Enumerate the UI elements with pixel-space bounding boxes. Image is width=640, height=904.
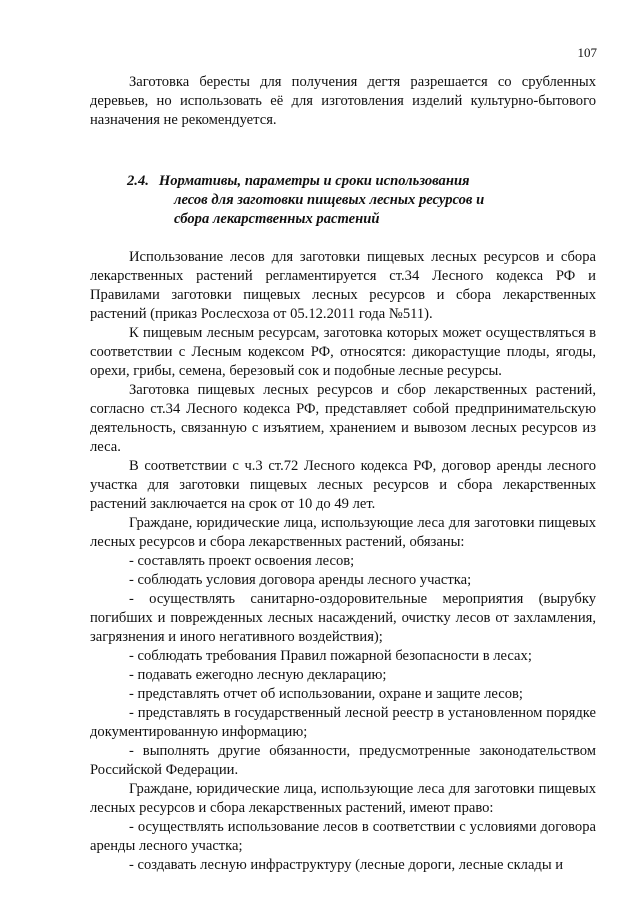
- section-title-line-1: 2.4. Нормативы, параметры и сроки использования: [127, 173, 470, 189]
- intro-paragraph: Заготовка бересты для получения дегтя разрешается со срубленных деревьев, но использовать её для изготовления изделий культурно-бытового назначения не рекомендуется.: [90, 74, 596, 128]
- paragraph-business-activity: Заготовка пищевых лесных ресурсов и сбор лекарственных растений, согласно ст.34 Лесного кодекса РФ, представляет собой предпринимательскую деятельность, связанную с изъятием, хранением и вывозом лесных ресурсов из леса.: [90, 382, 596, 455]
- right-item: - осуществлять использование лесов в соответствии с условиями договора аренды лесного участка;: [90, 819, 596, 854]
- obligation-item: - представлять в государственный лесной реестр в установленном порядке документированную информацию;: [90, 705, 596, 740]
- section-title-line-2: лесов для заготовки пищевых лесных ресурсов и: [174, 192, 485, 208]
- section-heading: [90, 172, 596, 229]
- paragraph-rights-intro: Граждане, юридические лица, использующие леса для заготовки пищевых лесных ресурсов и сбора лекарственных растений, имеют право:: [90, 781, 596, 816]
- paragraph-lease-term: В соответствии с ч.3 ст.72 Лесного кодекса РФ, договор аренды лесного участка для заготовки пищевых лесных ресурсов и сбора лекарственных растений заключается на срок от 10 до 49 лет.: [90, 458, 596, 512]
- section-number: 2.4.: [127, 173, 149, 189]
- paragraph-usage-regulation: Использование лесов для заготовки пищевых лесных ресурсов и сбора лекарственных растений регламентируется ст.34 Лесного кодекса РФ и Правилами заготовки пищевых лесных ресурсов и сбора лекарственных растений (приказ Рослесхоза от 05.12.2011 года №511).: [90, 249, 596, 322]
- paragraph-food-resources: К пищевым лесным ресурсам, заготовка которых может осуществляться в соответствии с Лесным кодексом РФ, относятся: дикорастущие плоды, ягоды, орехи, грибы, семена, березовый сок и подобные лесные ресурсы.: [90, 325, 596, 379]
- obligation-item: - составлять проект освоения лесов;: [129, 553, 355, 569]
- obligation-item: - соблюдать условия договора аренды лесного участка;: [129, 572, 472, 588]
- obligation-item: - представлять отчет об использовании, охране и защите лесов;: [129, 686, 523, 702]
- obligation-item: - осуществлять санитарно-оздоровительные мероприятия (вырубку погибших и поврежденных лесных насаждений, очистку лесов от захламления, загрязнения и иного негативного воздействия);: [90, 591, 596, 645]
- page-number: 107: [577, 45, 597, 60]
- obligation-item: - подавать ежегодно лесную декларацию;: [129, 667, 387, 683]
- right-item: - создавать лесную инфраструктуру (лесные дороги, лесные склады и: [129, 857, 564, 873]
- section-title-line-3: сбора лекарственных растений: [174, 211, 380, 227]
- obligation-item: - соблюдать требования Правил пожарной безопасности в лесах;: [129, 648, 532, 664]
- paragraph-obligations-intro: Граждане, юридические лица, использующие леса для заготовки пищевых лесных ресурсов и сбора лекарственных растений, обязаны:: [90, 515, 596, 550]
- obligation-item: - выполнять другие обязанности, предусмотренные законодательством Российской Федерации.: [90, 743, 596, 778]
- document-body: [90, 73, 596, 875]
